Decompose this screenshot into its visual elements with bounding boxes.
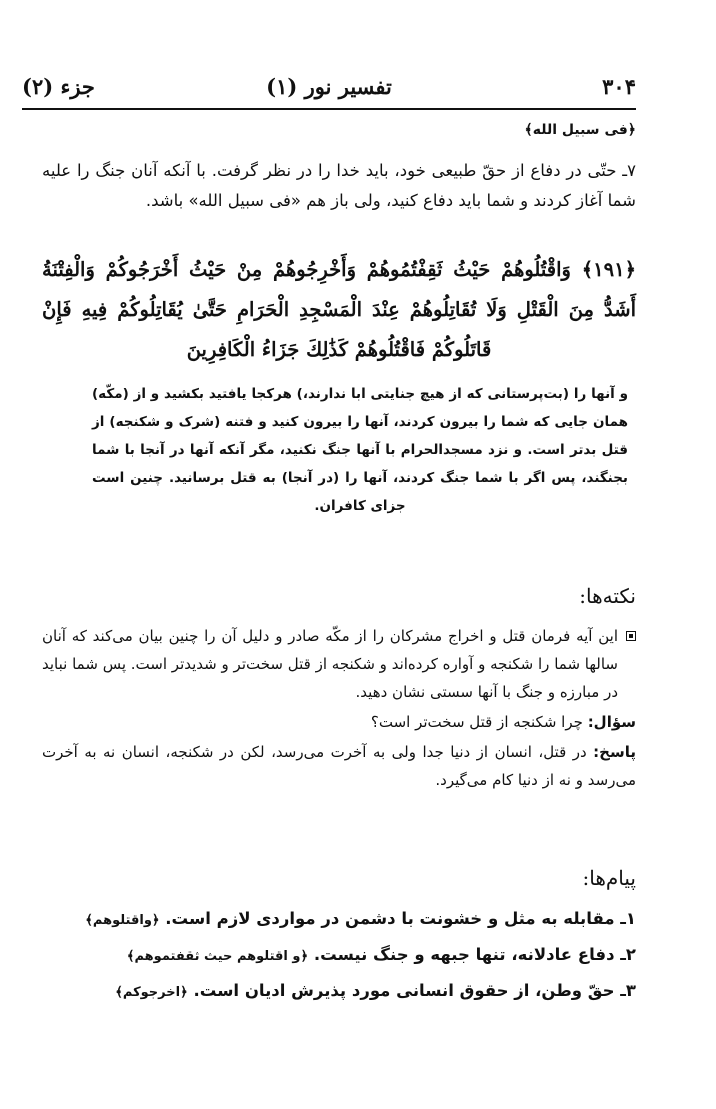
answer [42, 738, 636, 794]
notes-section [42, 622, 636, 794]
verse-reference: ﴿فى سبيل الله﴾ [524, 122, 636, 138]
point-7-paragraph: ۷ـ حتّی در دفاع از حقّ طبیعی خود، باید خدا را در نظر گرفت. با آنکه آنان جنگ را علیه شما آغاز کردند و شما باید دفاع کنید، ولی باز هم «فی سبیل الله» باشد. [42, 161, 636, 210]
message-text: ۳ـ حقّ وطن، از حقوق انسانی مورد پذیرش ادیان است. [193, 981, 636, 1000]
message-reference: ﴿واقتلوهم﴾ [85, 913, 160, 928]
message-reference: ﴿اخرجوكم﴾ [115, 985, 188, 1000]
header-rule [22, 108, 636, 110]
message-text: ۱ـ مقابله به مثل و خشونت با دشمن در مواردی لازم است. [165, 909, 636, 928]
message-item [42, 938, 636, 974]
juz-label: جزء (۲) [22, 74, 95, 99]
answer-text: در قتل، انسان از دنیا جدا ولی به آخرت می‌رسد، لکن در شکنجه، انسان نه به آخرت می‌رسد و نه از دنیا کام می‌گیرد. [42, 743, 636, 789]
message-reference: ﴿و اقتلوهم حيث ثقفتموهم﴾ [126, 949, 309, 964]
page-header [22, 72, 636, 112]
answer-label: پاسخ: [593, 743, 636, 761]
question [42, 708, 636, 736]
note-item [42, 622, 636, 706]
verse-translation: و آنها را (بت‌پرستانی که از هیچ جنایتی ابا ندارند،) هرکجا یافتید بکشید و از (مکّه) همان جایی که شما را بیرون کردند، آنها را بیرون کنید و فتنه (شرک و شکنجه) از قتل بدتر است. و نزد مسجدالحرام با آنها جنگ نکنید، مگر آنکه آنها در آنجا با شما بجنگند، پس اگر با شما جنگ کردند، آنها را (در آنجا) به قتل برسانید. چنین است جزای کافران. [92, 386, 628, 514]
note-text: این آیه فرمان قتل و اخراج مشرکان را از مکّه صادر و دلیل آن را چنین بیان می‌کند که آنان سالها شما را شکنجه و آواره کرده‌اند و شکنجه از قتل سخت‌تر و شدیدتر است. پس شما نباید در مبارزه و جنگ با آنها سستی نشان دهید. [42, 627, 618, 701]
question-text: چرا شکنجه از قتل سخت‌تر است؟ [370, 713, 583, 731]
message-item [42, 902, 636, 938]
message-text: ۲ـ دفاع عادلانه، تنها جبهه و جنگ نیست. [313, 945, 636, 964]
quran-verse: ﴿۱۹۱﴾ وَاقْتُلُوهُمْ حَيْثُ ثَقِفْتُمُوهُمْ وَأَخْرِجُوهُمْ مِنْ حَيْثُ أَخْرَجُوكُمْ وَالْفِتْنَةُ أَشَدُّ مِنَ الْقَتْلِ وَلَا تُقَاتِلُوهُمْ عِنْدَ الْمَسْجِدِ الْحَرَامِ حَتَّىٰ يُقَاتِلُوكُمْ فِيهِ فَإِنْ قَاتَلُوكُمْ فَاقْتُلُوهُمْ كَذَٰلِكَ جَزَاءُ الْكَافِرِينَ [42, 258, 636, 361]
messages-list [42, 902, 636, 1010]
page-number: ۳۰۴ [602, 74, 636, 99]
message-item [42, 974, 636, 1010]
question-label: سؤال: [587, 713, 636, 731]
messages-heading: پیام‌ها: [582, 866, 636, 890]
running-title: تفسیر نور (۱) [266, 74, 392, 99]
notes-heading: نکته‌ها: [579, 584, 636, 608]
square-bullet-icon [626, 631, 636, 641]
